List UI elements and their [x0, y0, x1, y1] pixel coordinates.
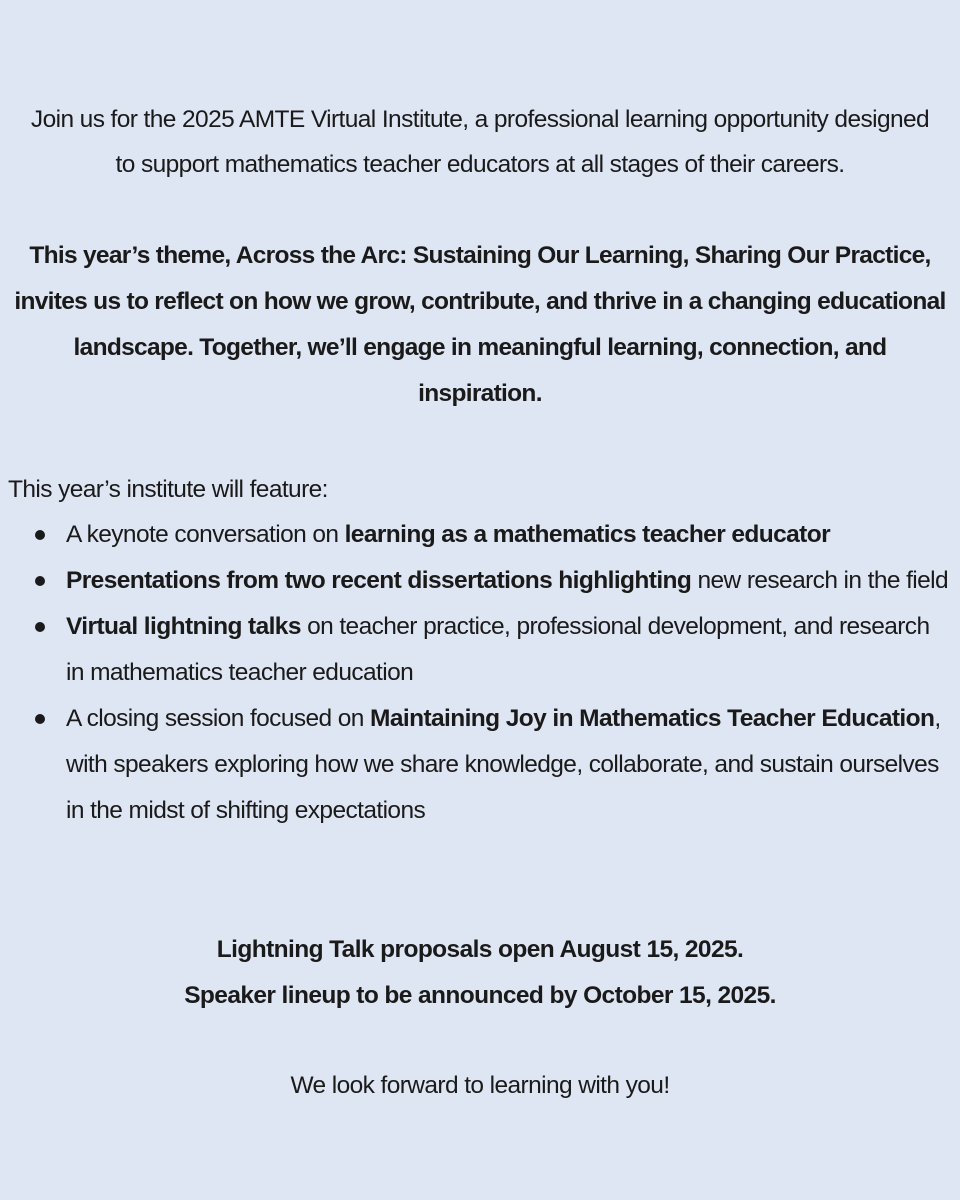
closing-line: We look forward to learning with you!: [290, 1072, 670, 1099]
intro-paragraph: Join us for the 2025 AMTE Virtual Institute, a professional learning opportunity designed to support mathematics teacher educators at all stages of their careers.: [30, 106, 930, 178]
feature-text: , with speakers exploring how we share knowledge, collaborate, and sustain ourselves in the midst of shifting expectations: [66, 705, 941, 824]
speaker-lineup-date: Speaker lineup to be announced by October 15, 2025.: [184, 982, 776, 1009]
feature-item-closing-session: [66, 696, 952, 834]
feature-text: A closing session focused on: [66, 705, 371, 732]
feature-text: on teacher practice, professional development, and research in mathematics teacher education: [66, 613, 930, 686]
bullet-icon: [35, 530, 45, 540]
bullet-icon: [35, 714, 45, 724]
features-list: [66, 512, 952, 834]
feature-highlight: Virtual lightning talks: [66, 613, 301, 640]
key-dates: [20, 927, 940, 1019]
bullet-icon: [35, 622, 45, 632]
feature-highlight: Maintaining Joy in Mathematics Teacher Education: [370, 705, 935, 732]
feature-text: new research in the field: [691, 567, 949, 594]
features-lead-text: This year’s institute will feature:: [8, 476, 328, 503]
bullet-icon: [35, 576, 45, 586]
feature-highlight: Presentations from two recent dissertations highlighting: [66, 567, 692, 594]
proposals-open-date: Lightning Talk proposals open August 15, 2025.: [216, 936, 744, 963]
feature-text: A keynote conversation on: [66, 521, 345, 548]
feature-item-lightning-talks: [66, 604, 952, 696]
feature-item-dissertations: [66, 558, 952, 604]
feature-highlight: learning as a mathematics teacher educator: [344, 521, 831, 548]
theme-paragraph: This year’s theme, Across the Arc: Sustaining Our Learning, Sharing Our Practice, invites us to reflect on how we grow, contribute, and thrive in a changing educational landscape. Together, we’ll engage in meaningful learning, connection, and inspiration.: [14, 242, 946, 407]
feature-item-keynote: [66, 512, 952, 558]
